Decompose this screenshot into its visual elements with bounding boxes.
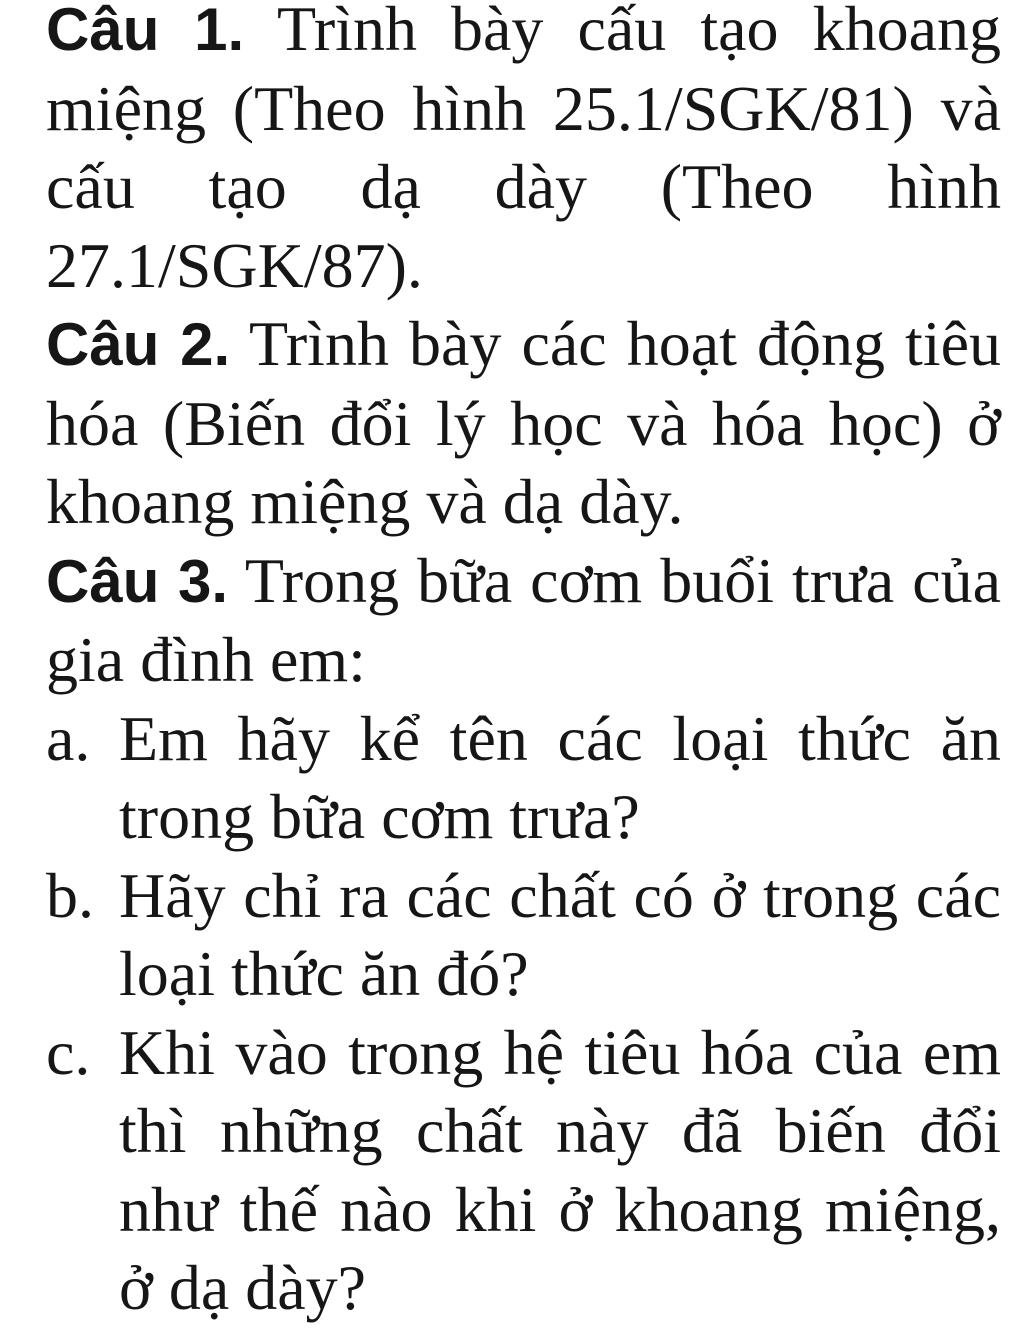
question-list xyxy=(46,0,1001,1328)
item-c-letter: c. xyxy=(46,1016,91,1088)
question-2 xyxy=(46,305,1001,542)
item-b-text: Hãy chỉ ra các chất có ở trong các loại thức ăn đó? xyxy=(119,859,1001,1009)
question-1-text: Trình bày cấu tạo khoang miệng (Theo hình 25.1/SGK/81) và cấu tạo dạ dày (Theo hình 27.1/SGK/87). xyxy=(46,0,1002,301)
question-3-item-b xyxy=(46,857,1001,1014)
question-1-label: Câu 1. xyxy=(46,0,245,63)
question-3-label: Câu 3. xyxy=(46,547,229,615)
question-3 xyxy=(46,542,1001,700)
item-c-text: Khi vào trong hệ tiêu hóa của em thì những chất này đã biến đổi như thế nào khi ở khoang miệng, ở dạ dày? xyxy=(119,1016,1001,1323)
item-b-letter: b. xyxy=(46,859,94,931)
question-3-item-a xyxy=(46,700,1001,857)
question-2-label: Câu 2. xyxy=(46,311,231,378)
item-a-text: Em hãy kể tên các loại thức ăn trong bữa cơm trưa? xyxy=(119,702,1001,852)
item-a-letter: a. xyxy=(46,702,91,774)
question-2-text: Trình bày các hoạt động tiêu hóa (Biến đổi lý học và hóa học) ở khoang miệng và dạ dày. xyxy=(46,308,1002,537)
question-3-text: Trong bữa cơm buổi trưa của gia đình em: xyxy=(46,544,1002,695)
question-3-item-c xyxy=(46,1014,1001,1328)
question-1 xyxy=(46,0,1001,305)
